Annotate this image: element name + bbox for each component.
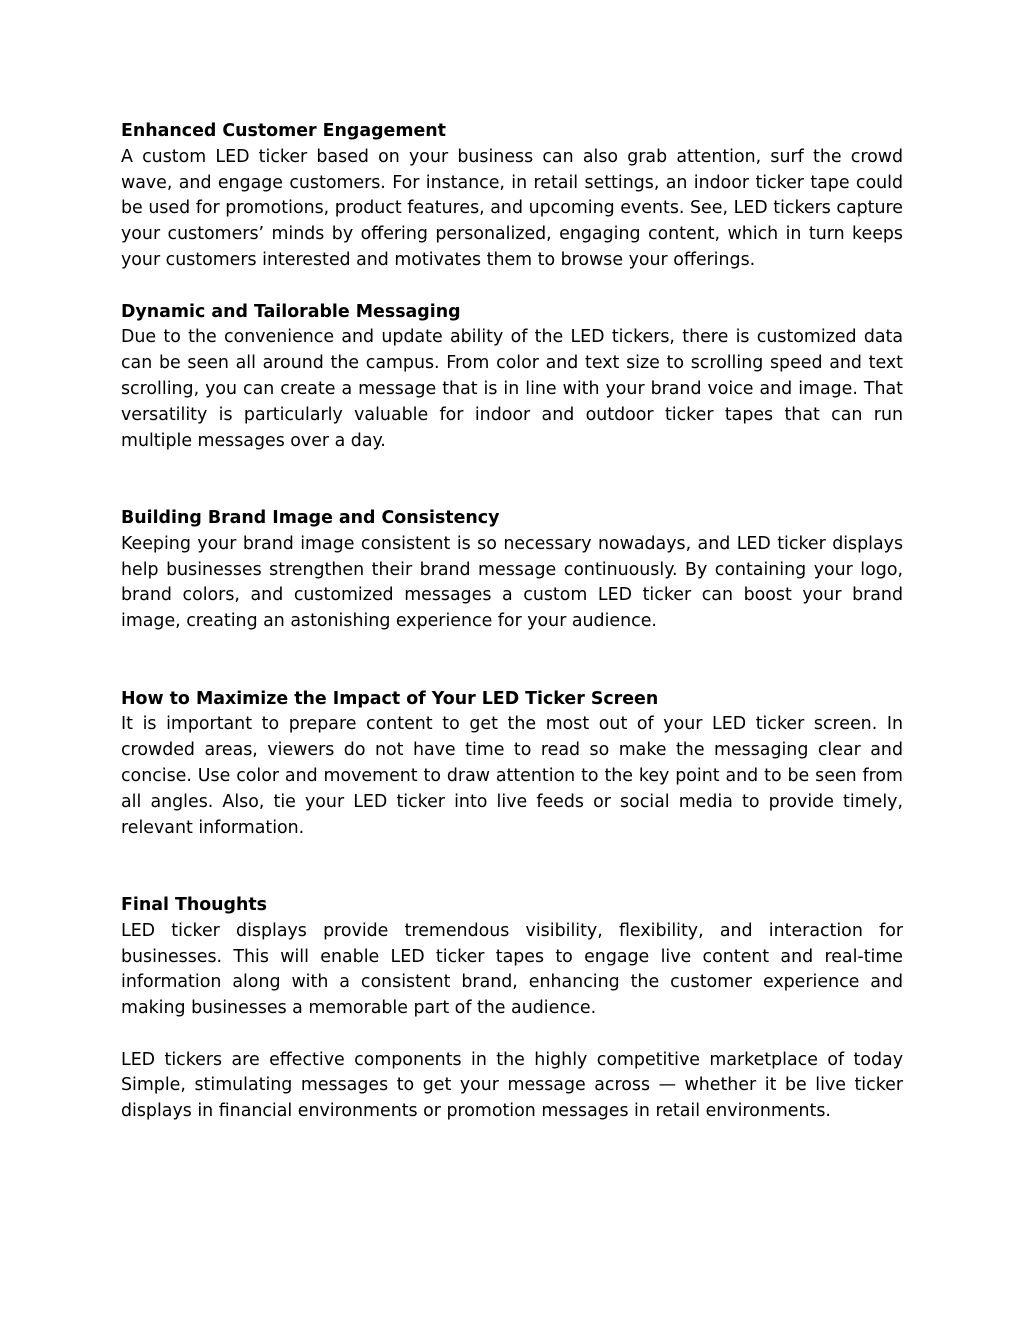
paragraph-spacer [121, 274, 903, 300]
document-page [121, 119, 903, 1125]
section-brand-image [121, 506, 903, 635]
section-heading: Enhanced Customer Engagement [121, 121, 446, 141]
paragraph-spacer [121, 841, 903, 893]
section-heading: Final Thoughts [121, 894, 268, 915]
section-heading: Building Brand Image and Consistency [121, 507, 500, 528]
paragraph-spacer [121, 635, 903, 687]
paragraph-spacer [121, 454, 903, 506]
section-paragraph: LED ticker displays provide tremendous visibility, flexibility, and interaction for businesses. This will enable LED ticker tapes to engage live content and real-time information along with a consistent brand, enhancing the customer experience and making businesses a memorable part of the audience. [121, 920, 903, 1019]
section-heading: How to Maximize the Impact of Your LED Ticker Screen [121, 688, 659, 709]
section-paragraph: It is important to prepare content to get the most out of your LED ticker screen. In crowded areas, viewers do not have time to read so make the messaging clear and concise. Use color and movement to draw attention to the key point and to be seen from all angles. Also, tie your LED ticker into live feeds or social media to provide timely, relevant information. [121, 714, 903, 838]
section-dynamic-messaging [121, 300, 903, 455]
section-enhanced-customer-engagement [121, 119, 903, 274]
closing-paragraph: LED tickers are effective components in the highly competitive marketplace of today Simple, stimulating messages to get your message across — whether it be live ticker displays in financial environments or promotion messages in retail environments. [121, 1049, 903, 1122]
section-maximize-impact [121, 687, 903, 842]
section-final-thoughts [121, 893, 903, 1022]
section-paragraph: A custom LED ticker based on your business can also grab attention, surf the crowd wave, and engage customers. For instance, in retail settings, an indoor ticker tape could be used for promotions, product features, and upcoming events. See, LED tickers capture your customers’ minds by offering personalized, engaging content, which in turn keeps your customers interested and motivates them to browse your offerings. [121, 146, 903, 270]
section-paragraph: Keeping your brand image consistent is so necessary nowadays, and LED ticker displays help businesses strengthen their brand message continuously. By containing your logo, brand colors, and customized messages a custom LED ticker can boost your brand image, creating an astonishing experience for your audience. [121, 533, 903, 632]
section-heading: Dynamic and Tailorable Messaging [121, 301, 461, 322]
paragraph-spacer [121, 1022, 903, 1048]
section-paragraph: Due to the convenience and update ability of the LED tickers, there is customized data can be seen all around the campus. From color and text size to scrolling speed and text scrolling, you can create a message that is in line with your brand voice and image. That versatility is particularly valuable for indoor and outdoor ticker tapes that can run multiple messages over a day. [121, 327, 903, 451]
